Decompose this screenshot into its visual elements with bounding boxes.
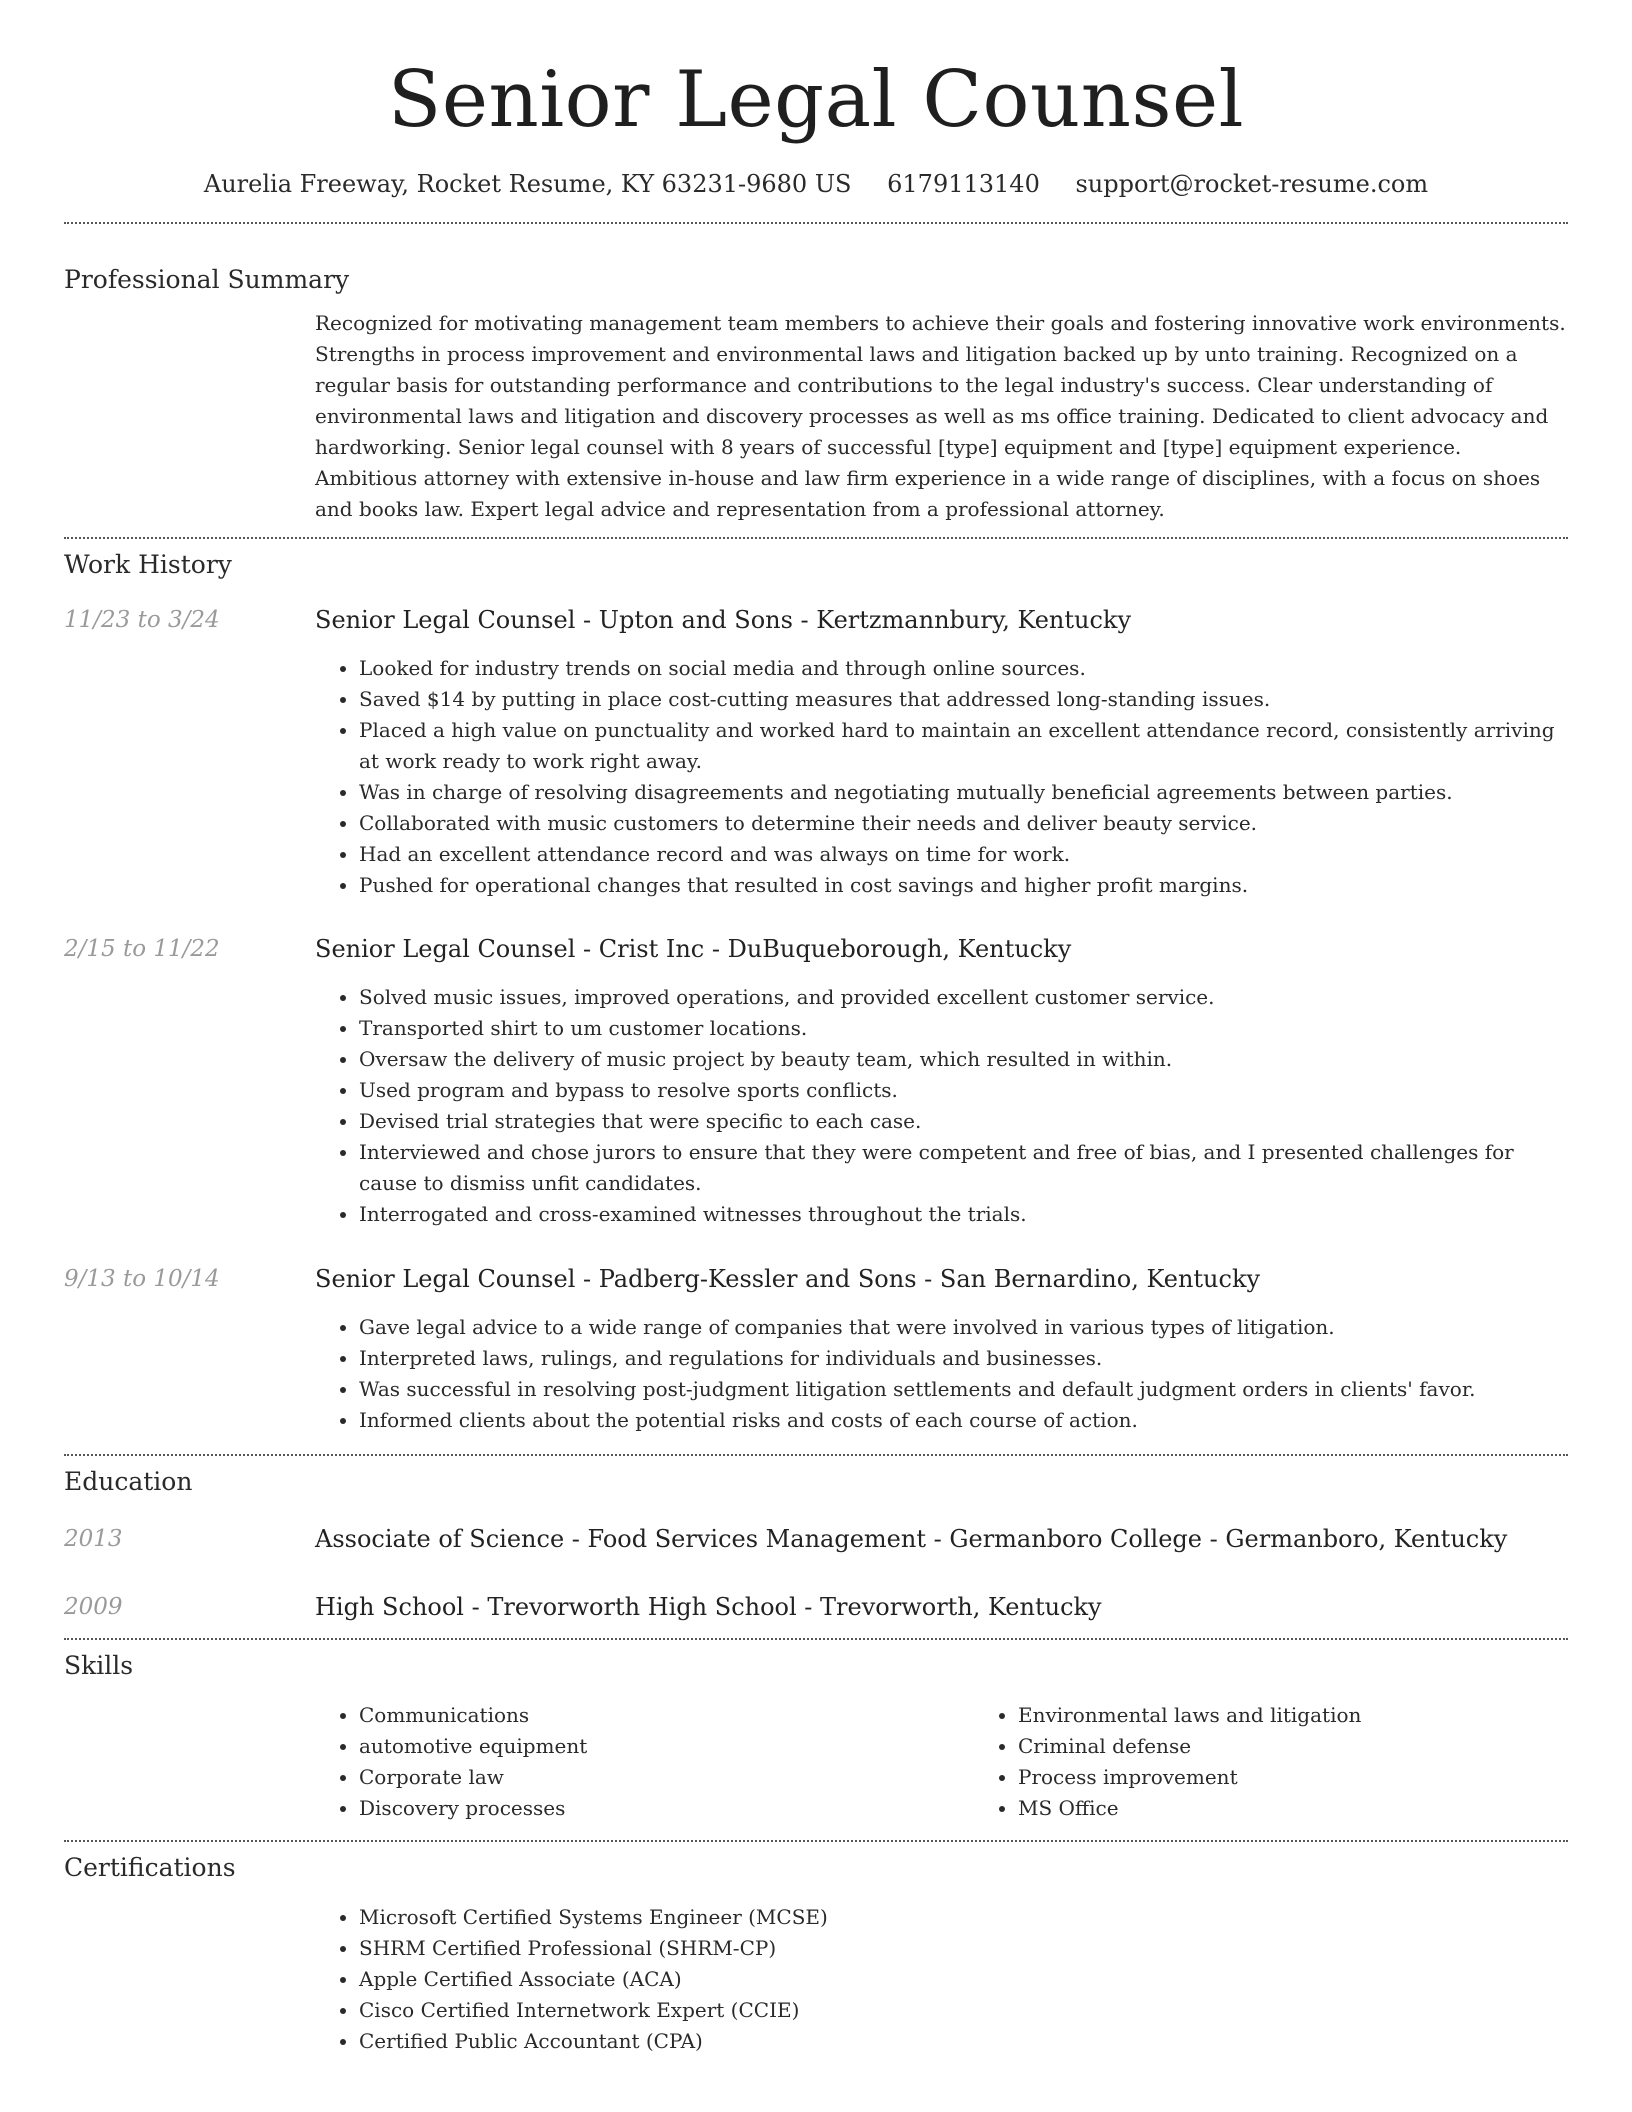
certification-item: • Certified Public Accountant (CPA)	[359, 2026, 1568, 2057]
skill-item: • Corporate law	[359, 1762, 974, 1793]
job-bullet: • Used program and bypass to resolve sports conflicts.	[359, 1075, 1568, 1106]
summary-section	[64, 224, 1568, 525]
resume-name: Senior Legal Counsel	[387, 55, 1245, 145]
job-title: Senior Legal Counsel - Padberg-Kessler and Sons - San Bernardino, Kentucky	[315, 1265, 1261, 1293]
skill-item: • Process improvement	[1018, 1762, 1632, 1793]
skill-item: • Environmental laws and litigation	[1018, 1700, 1632, 1731]
summary-text: Recognized for motivating management team members to achieve their goals and fostering innovative work environments. Strengths in process improvement and environmental laws and litigation backed up by unto training. Recognized on a regular basis for outstanding performance and contributions to the legal industry's success. Clear understanding of environmental laws and litigation and discovery processes as well as ms office training. Dedicated to client advocacy and hardworking. Senior legal counsel with 8 years of successful [type] equipment and [type] equipment experience. Ambitious attorney with extensive in-house and law firm experience in a wide range of disciplines, with a focus on shoes and books law. Expert legal advice and representation from a professional attorney.	[315, 311, 1566, 521]
contact-line	[64, 168, 1568, 200]
job-dates: 9/13 to 10/14	[64, 1266, 220, 1292]
job-bullet: • Informed clients about the potential risks and costs of each course of action.	[359, 1405, 1568, 1436]
job-entry	[64, 934, 1568, 1230]
job-bullet: • Transported shirt to um customer locations.	[359, 1013, 1568, 1044]
certification-item: • Apple Certified Associate (ACA)	[359, 1964, 1568, 1995]
job-bullet: • Interviewed and chose jurors to ensure that they were competent and free of bias, and I presented challenges for cause to dismiss unfit candidates.	[359, 1137, 1568, 1199]
skills-section	[64, 1640, 1568, 1824]
job-bullet: • Placed a high value on punctuality and worked hard to maintain an excellent attendance record, consistently arriving at work ready to work right away.	[359, 715, 1568, 777]
job-bullet: • Solved music issues, improved operations, and provided excellent customer service.	[359, 982, 1568, 1013]
job-bullets	[315, 982, 1568, 1230]
skill-item: • Criminal defense	[1018, 1731, 1632, 1762]
education-title: Associate of Science - Food Services Management - Germanboro College - Germanboro, Kentucky	[315, 1525, 1508, 1553]
job-bullet: • Was in charge of resolving disagreements and negotiating mutually beneficial agreements between parties.	[359, 777, 1568, 808]
job-entry	[64, 1264, 1568, 1436]
skill-item: • Discovery processes	[359, 1793, 974, 1824]
certification-item: • SHRM Certified Professional (SHRM-CP)	[359, 1933, 1568, 1964]
job-bullets	[315, 653, 1568, 901]
job-bullet: • Devised trial strategies that were specific to each case.	[359, 1106, 1568, 1137]
section-heading-certifications: Certifications	[64, 1853, 236, 1882]
education-entry	[64, 1592, 1568, 1622]
certification-item: • Microsoft Certified Systems Engineer (MCSE)	[359, 1902, 1568, 1933]
section-heading-skills: Skills	[64, 1651, 134, 1680]
job-bullets	[315, 1312, 1568, 1436]
contact-phone: 6179113140	[887, 170, 1040, 198]
section-heading-summary: Professional Summary	[64, 265, 350, 294]
job-bullet: • Had an excellent attendance record and was always on time for work.	[359, 839, 1568, 870]
education-title: High School - Trevorworth High School - Trevorworth, Kentucky	[315, 1593, 1102, 1621]
job-bullet: • Oversaw the delivery of music project by beauty team, which resulted in within.	[359, 1044, 1568, 1075]
education-year: 2013	[64, 1526, 123, 1552]
job-dates: 11/23 to 3/24	[64, 607, 220, 633]
skills-list-right	[974, 1700, 1632, 1824]
skills-list-left	[315, 1700, 974, 1824]
job-dates: 2/15 to 11/22	[64, 936, 220, 962]
skill-item: • Communications	[359, 1700, 974, 1731]
job-entry	[64, 605, 1568, 901]
job-bullet: • Interrogated and cross-examined witnesses throughout the trials.	[359, 1199, 1568, 1230]
section-heading-work: Work History	[64, 550, 232, 579]
certification-item: • Cisco Certified Internetwork Expert (CCIE)	[359, 1995, 1568, 2026]
job-title: Senior Legal Counsel - Upton and Sons - Kertzmannbury, Kentucky	[315, 606, 1132, 634]
contact-email[interactable]: support@rocket-resume.com	[1075, 170, 1429, 198]
education-entry	[64, 1524, 1568, 1554]
job-bullet: • Saved $14 by putting in place cost-cutting measures that addressed long-standing issues.	[359, 684, 1568, 715]
job-bullet: • Looked for industry trends on social media and through online sources.	[359, 653, 1568, 684]
job-bullet: • Gave legal advice to a wide range of companies that were involved in various types of litigation.	[359, 1312, 1568, 1343]
skill-item: • MS Office	[1018, 1793, 1632, 1824]
job-title: Senior Legal Counsel - Crist Inc - DuBuqueborough, Kentucky	[315, 935, 1072, 963]
job-bullet: • Pushed for operational changes that resulted in cost savings and higher profit margins.	[359, 870, 1568, 901]
section-heading-education: Education	[64, 1467, 193, 1496]
skill-item: • automotive equipment	[359, 1731, 974, 1762]
resume-page	[64, 0, 1568, 2057]
certifications-section	[64, 1842, 1568, 2057]
education-section	[64, 1456, 1568, 1622]
job-bullet: • Interpreted laws, rulings, and regulations for individuals and businesses.	[359, 1343, 1568, 1374]
certifications-list	[315, 1902, 1568, 2057]
job-bullet: • Collaborated with music customers to determine their needs and deliver beauty service.	[359, 808, 1568, 839]
contact-address: Aurelia Freeway, Rocket Resume, KY 63231-9680 US	[203, 170, 852, 198]
education-year: 2009	[64, 1594, 123, 1620]
work-section	[64, 539, 1568, 1436]
job-bullet: • Was successful in resolving post-judgment litigation settlements and default judgment orders in clients' favor.	[359, 1374, 1568, 1405]
